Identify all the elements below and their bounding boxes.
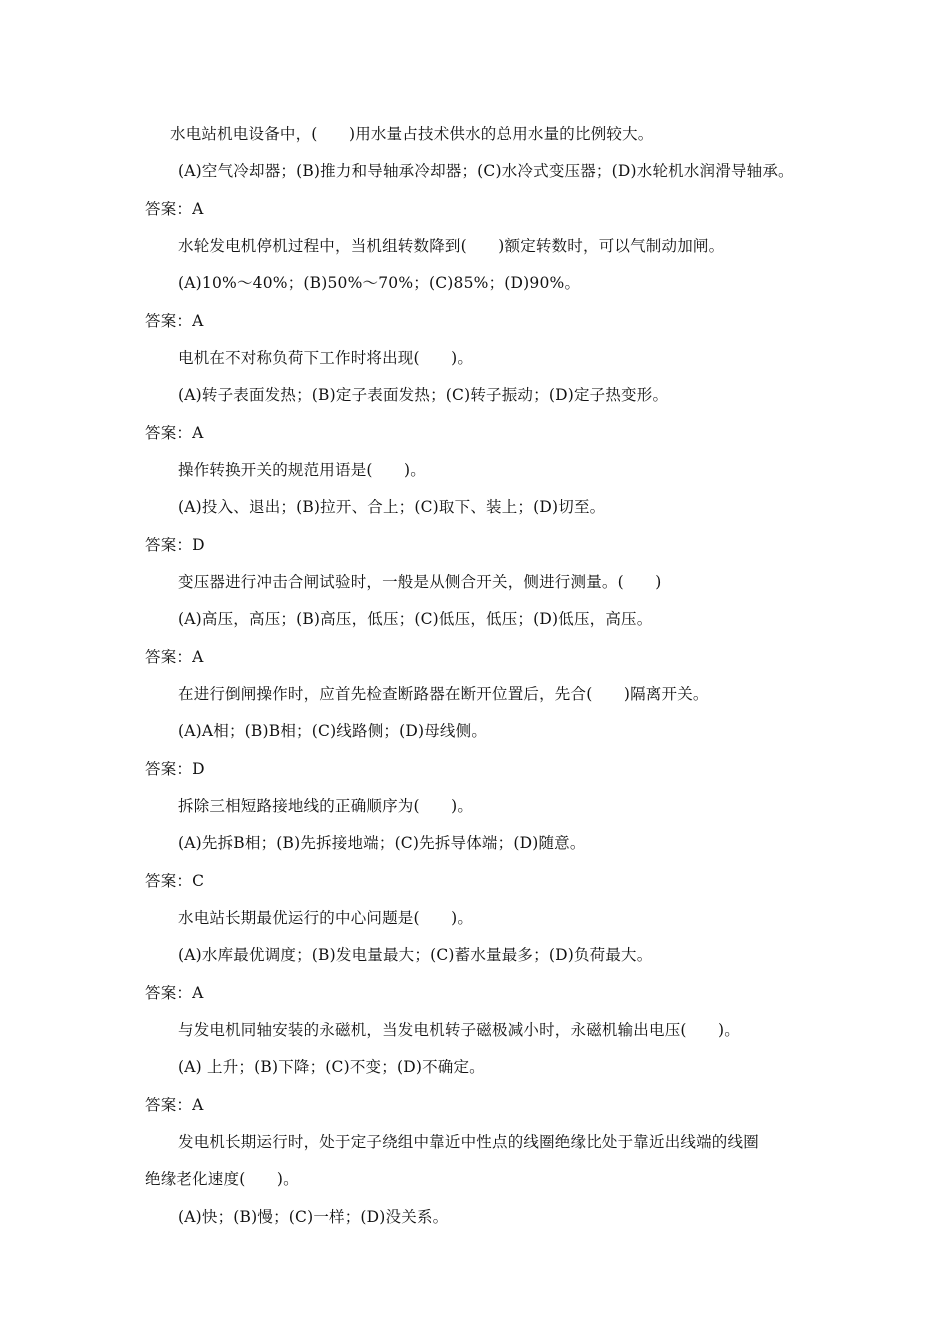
question-text: 发电机长期运行时，处于定子绕组中靠近中性点的线圈绝缘比处于靠近出线端的线圈: [178, 1133, 759, 1151]
answer-line: [145, 198, 204, 220]
answer-line: [145, 982, 204, 1004]
answer-value: A: [192, 648, 204, 666]
question-options: (A)快；(B)慢；(C)一样；(D)没关系。: [178, 1208, 449, 1226]
question-options: (A)空气冷却器；(B)推力和导轴承冷却器；(C)水冷式变压器；(D)水轮机水润滑导轴承。: [178, 162, 794, 180]
answer-value: D: [192, 536, 205, 554]
question-text: 水电站机电设备中，( )用水量占技术供水的总用水量的比例较大。: [170, 125, 654, 143]
answer-line: [145, 646, 204, 668]
question-options: (A)高压，高压；(B)高压，低压；(C)低压，低压；(D)低压，高压。: [178, 610, 653, 628]
answer-label: 答案：: [145, 872, 193, 890]
answer-value: C: [192, 872, 205, 890]
question-options: (A)10%～40%；(B)50%～70%；(C)85%；(D)90%。: [178, 274, 581, 292]
answer-label: 答案：: [145, 648, 193, 666]
answer-value: D: [192, 760, 205, 778]
question-text: 在进行倒闸操作时，应首先检查断路器在断开位置后，先合( )隔离开关。: [178, 685, 709, 703]
question-options: (A)水库最优调度；(B)发电量最大；(C)蓄水量最多；(D)负荷最大。: [178, 946, 653, 964]
question-text: 电机在不对称负荷下工作时将出现( )。: [178, 349, 474, 367]
answer-value: A: [192, 312, 204, 330]
question-text-continued: 绝缘老化速度( )。: [145, 1170, 299, 1188]
answer-label: 答案：: [145, 1096, 193, 1114]
question-text: 操作转换开关的规范用语是( )。: [178, 461, 426, 479]
answer-line: [145, 310, 204, 332]
answer-label: 答案：: [145, 984, 193, 1002]
question-text: 水电站长期最优运行的中心问题是( )。: [178, 909, 474, 927]
answer-line: [145, 870, 204, 892]
answer-label: 答案：: [145, 760, 193, 778]
question-options: (A) 上升；(B)下降；(C)不变；(D)不确定。: [178, 1058, 485, 1076]
answer-value: A: [192, 200, 204, 218]
answer-line: [145, 534, 205, 556]
question-text: 拆除三相短路接地线的正确顺序为( )。: [178, 797, 474, 815]
answer-label: 答案：: [145, 312, 193, 330]
answer-label: 答案：: [145, 424, 193, 442]
question-text: 变压器进行冲击合闸试验时，一般是从侧合开关，侧进行测量。( ): [178, 573, 662, 591]
answer-label: 答案：: [145, 536, 193, 554]
question-options: (A)投入、退出；(B)拉开、合上；(C)取下、装上；(D)切至。: [178, 498, 606, 516]
question-options: (A)先拆B相；(B)先拆接地端；(C)先拆导体端；(D)随意。: [178, 834, 586, 852]
question-options: (A)A相；(B)B相；(C)线路侧；(D)母线侧。: [178, 722, 488, 740]
question-text: 水轮发电机停机过程中，当机组转数降到( )额定转数时，可以气制动加闸。: [178, 237, 725, 255]
answer-value: A: [192, 1096, 204, 1114]
question-options: (A)转子表面发热；(B)定子表面发热；(C)转子振动；(D)定子热变形。: [178, 386, 669, 404]
question-text: 与发电机同轴安装的永磁机，当发电机转子磁极减小时，永磁机输出电压( )。: [178, 1021, 740, 1039]
answer-line: [145, 758, 205, 780]
answer-value: A: [192, 424, 204, 442]
answer-label: 答案：: [145, 200, 193, 218]
answer-line: [145, 1094, 204, 1116]
answer-line: [145, 422, 204, 444]
answer-value: A: [192, 984, 204, 1002]
